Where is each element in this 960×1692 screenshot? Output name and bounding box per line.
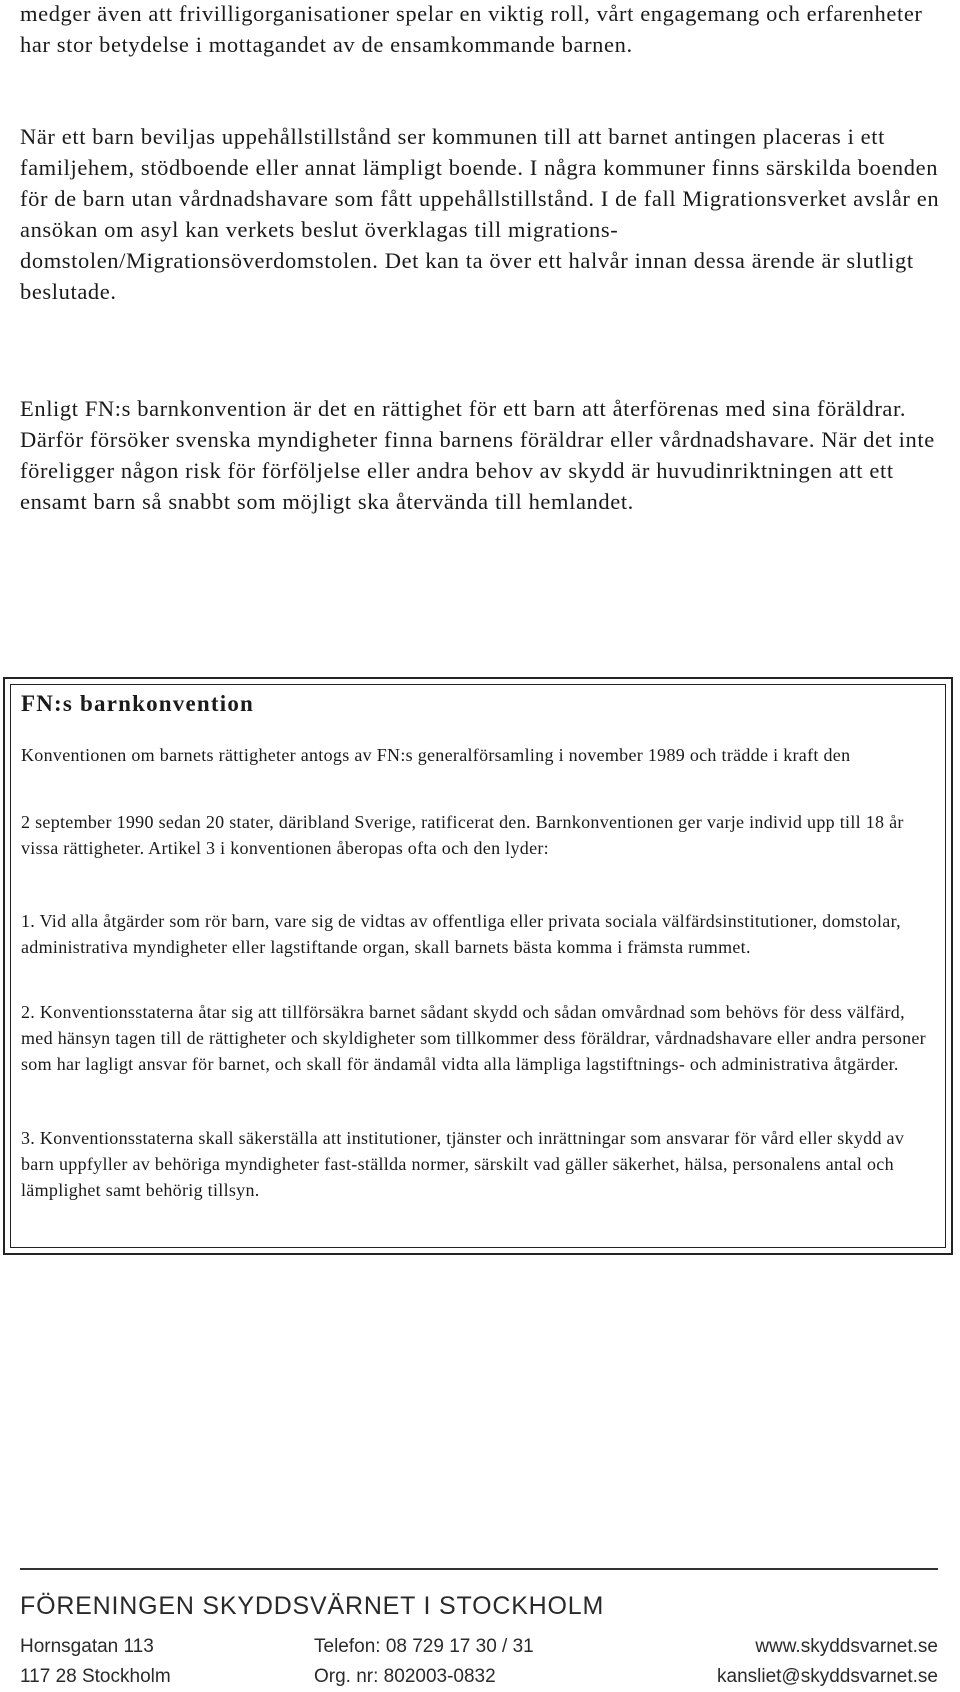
info-box-paragraph-1: Konventionen om barnets rättigheter antogs av FN:s generalförsamling i november 1989 och trädde i kraft den [21,745,851,765]
footer-phone: Telefon: 08 729 17 30 / 31 [314,1636,534,1657]
info-box-paragraph-2: 2 september 1990 sedan 20 stater, däribland Sverige, ratificerat den. Barnkonventionen ger varje individ upp till 18 år vissa rättigheter. Artikel 3 i konventionen åberopas ofta och den lyder: [21,812,904,858]
info-box-paragraph-4: 2. Konventionsstaterna åtar sig att tillförsäkra barnet sådant skydd och sådan omvårdnad som behövs för dess välfärd, med hänsyn tagen till de rättigheter och skyldigheter som tillkommer dess föräldrar, vårdnadshavare eller andra personer som har lagligt ansvar för barnet, och skall för ändamål vidta alla lämpliga lagstiftnings- och administrativa åtgärder. [21,1002,926,1074]
footer-street: Hornsgatan 113 [20,1636,154,1657]
footer-web [717,1632,938,1692]
footer-email: kansliet@skyddsvarnet.se [717,1666,938,1687]
body-paragraph-1: medger även att frivilligorganisationer spelar en viktig roll, vårt engagemang och erfarenheter har stor betydelse i mottagandet av de ensamkommande barnen. [20,1,923,57]
body-paragraph-3: Enligt FN:s barnkonvention är det en rättighet för ett barn att återförenas med sina föräldrar. Därför försöker svenska myndigheter finna barnens föräldrar eller vårdnadshavare. När det inte föreligger någon risk för förföljelse eller andra behov av skydd är huvudinriktningen att ett ensamt barn så snabbt som möjligt ska återvända till hemlandet. [20,396,935,514]
info-box-paragraph-3: 1. Vid alla åtgärder som rör barn, vare sig de vidtas av offentliga eller privata sociala välfärdsinstitutioner, domstolar, administrativa myndigheter eller lagstiftande organ, skall barnets bästa komma i främsta rummet. [21,911,901,957]
footer-contact [314,1632,534,1692]
footer-website: www.skyddsvarnet.se [755,1636,938,1657]
info-box-paragraph-5: 3. Konventionsstaterna skall säkerställa att institutioner, tjänster och inrättningar som ansvarar för vård eller skydd av barn uppfyller av behöriga myndigheter fast-ställda normer, särskilt vad gäller säkerhet, hälsa, personalens antal och lämplighet samt behörig tillsyn. [21,1128,905,1200]
info-box [3,677,953,1255]
info-box-title: FN:s barnkonvention [21,691,255,716]
footer [0,1560,960,1687]
footer-address [20,1632,171,1692]
body-paragraph-2: När ett barn beviljas uppehållstillstånd ser kommunen till att barnet antingen placeras i ett familjehem, stödboende eller annat lämpligt boende. I några kommuner finns särskilda boenden för de barn utan vårdnadshavare som fått uppehållstillstånd. I de fall Migrationsverket avslår en ansökan om asyl kan verkets beslut överklagas till migrations-domstolen/Migrationsöverdomstolen. Det kan ta över ett halvår innan dessa ärende är slutligt beslutade. [20,124,940,304]
footer-organization-name: FÖRENINGEN SKYDDSVÄRNET I STOCKHOLM [20,1592,605,1620]
footer-postal: 117 28 Stockholm [20,1666,171,1687]
footer-divider [20,1568,938,1570]
footer-orgnr: Org. nr: 802003-0832 [314,1666,496,1687]
